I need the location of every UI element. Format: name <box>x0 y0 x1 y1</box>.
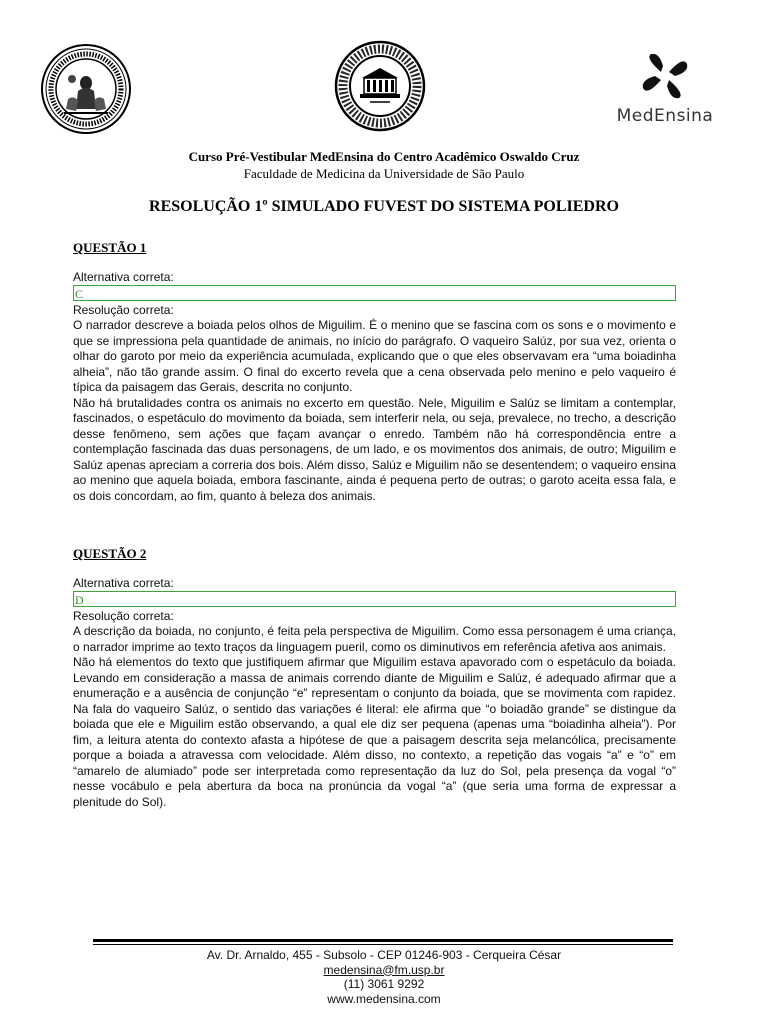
question-1-answer-box: C <box>73 285 676 301</box>
footer-phone: (11) 3061 9292 <box>343 977 425 991</box>
question-2-title: QUESTÃO 2 <box>73 546 147 561</box>
question-2-paragraph: A descrição da boiada, no conjunto, é feita pela perspectiva de Miguilim. Como essa personagem é uma criança, o narrador imprime ao texto traços da linguagem pueril, como os diminutivos em referência afetiva aos animais. <box>73 624 676 654</box>
document-title: RESOLUÇÃO 1º SIMULADO FUVEST DO SISTEMA POLIEDRO <box>149 198 619 215</box>
question-1-paragraph: Não há brutalidades contra os animais no excerto em questão. Nele, Miguilim e Salúz se limitam a contemplar, fascinados, o espetáculo do movimento da boiada, sem interferir nela, ou seja, prevalece, no trecho, a descrição desse fenômeno, sem ações que façam avançar o enredo. Também não há correspondência entre a contemplação fascinada das duas personagens, de um lado, e os movimentos dos animais, de outro; Miguilim e Salúz apenas apreciam a correria dos bois. Além disso, Salúz e Miguilim não se desentendem; o vaqueiro ensina ao menino que aquela boiada, embora fascinante, ainda é pequena perto de outras; o garoto aceita essa fala, e os dois concordam, ao fim, quanto à beleza dos animais. <box>73 395 676 503</box>
brand-name: MedEnsina <box>616 106 714 126</box>
question-1-alt-label: Alternativa correta: <box>73 270 174 284</box>
medensina-brand-logo <box>596 54 734 128</box>
faculty-line: Faculdade de Medicina da Universidade de São Paulo <box>243 166 525 181</box>
question-2-alt-label: Alternativa correta: <box>73 576 174 590</box>
question-2-answer-box: D <box>73 591 676 607</box>
footer-address: Av. Dr. Arnaldo, 455 - Subsolo - CEP 01246-903 - Cerqueira César <box>206 948 562 962</box>
question-2-paragraph: Não há elementos do texto que justifiquem afirmar que Miguilim estava apavorado com o espetáculo da boiada. Levando em consideração a massa de animais correndo diante de Miguilim e Salúz, é adequado afirmar que a enumeração e a ausência de conjunção “e” representam o conjunto da boiada, que se movimenta com rapidez. Na fala do vaqueiro Salúz, o sentido das variações é literal: ele afirma que “o boiadão grande” se distingue da boiada que ele e Miguilim estão observando, a qual ele diz ser pequena (apenas uma “boiadinha alheia”). Por fim, a leitura atenta do contexto afasta a hipótese de que a paisagem descrita seja melancólica, precisamente porque a boiada a atravessa com velocidade. Além disso, no contexto, a repetição das vogais “a” e “o” em “amarelo de alumiado” pode ser interpretada como representação da luz do Sol, pela presença da vogal “o” nesse vocábulo e pela abertura da boca na pronúncia da vogal “a” (que seria uma forma de expressar a plenitude do Sol). <box>73 655 676 809</box>
footer-divider <box>93 939 673 942</box>
question-2-res-label: Resolução correta: <box>73 609 174 623</box>
footer-divider-thin <box>93 944 673 945</box>
institution-header <box>0 148 768 182</box>
question-1-section <box>73 240 676 504</box>
footer-email-link[interactable]: medensina@fm.usp.br <box>323 962 445 977</box>
fmusp-seal-logo <box>334 40 426 132</box>
question-1-paragraph: O narrador descreve a boiada pelos olhos de Miguilim. É o menino que se fascina com os sons e o movimento e que se impressiona pela quantidade de animais, no início do parágrafo. O vaqueiro Salúz, por sua vez, orienta o olhar do garoto por meio da experiência acumulada, explicando que o que eles observavam era “uma boiadinha alheia”, não tão grande assim. O final do excerto revela que a cena observada pelo menino e pelo vaqueiro é típica da paisagem das Gerais, descrita no conjunto. <box>73 318 676 394</box>
question-1-res-label: Resolução correta: <box>73 303 174 317</box>
question-2-section <box>73 546 676 810</box>
footer-website-link[interactable]: www.medensina.com <box>327 991 441 1006</box>
centro-academico-seal-logo <box>40 43 132 135</box>
question-1-title: QUESTÃO 1 <box>73 240 147 255</box>
footer <box>0 948 768 1006</box>
course-line: Curso Pré-Vestibular MedEnsina do Centro Acadêmico Oswaldo Cruz <box>188 149 580 164</box>
